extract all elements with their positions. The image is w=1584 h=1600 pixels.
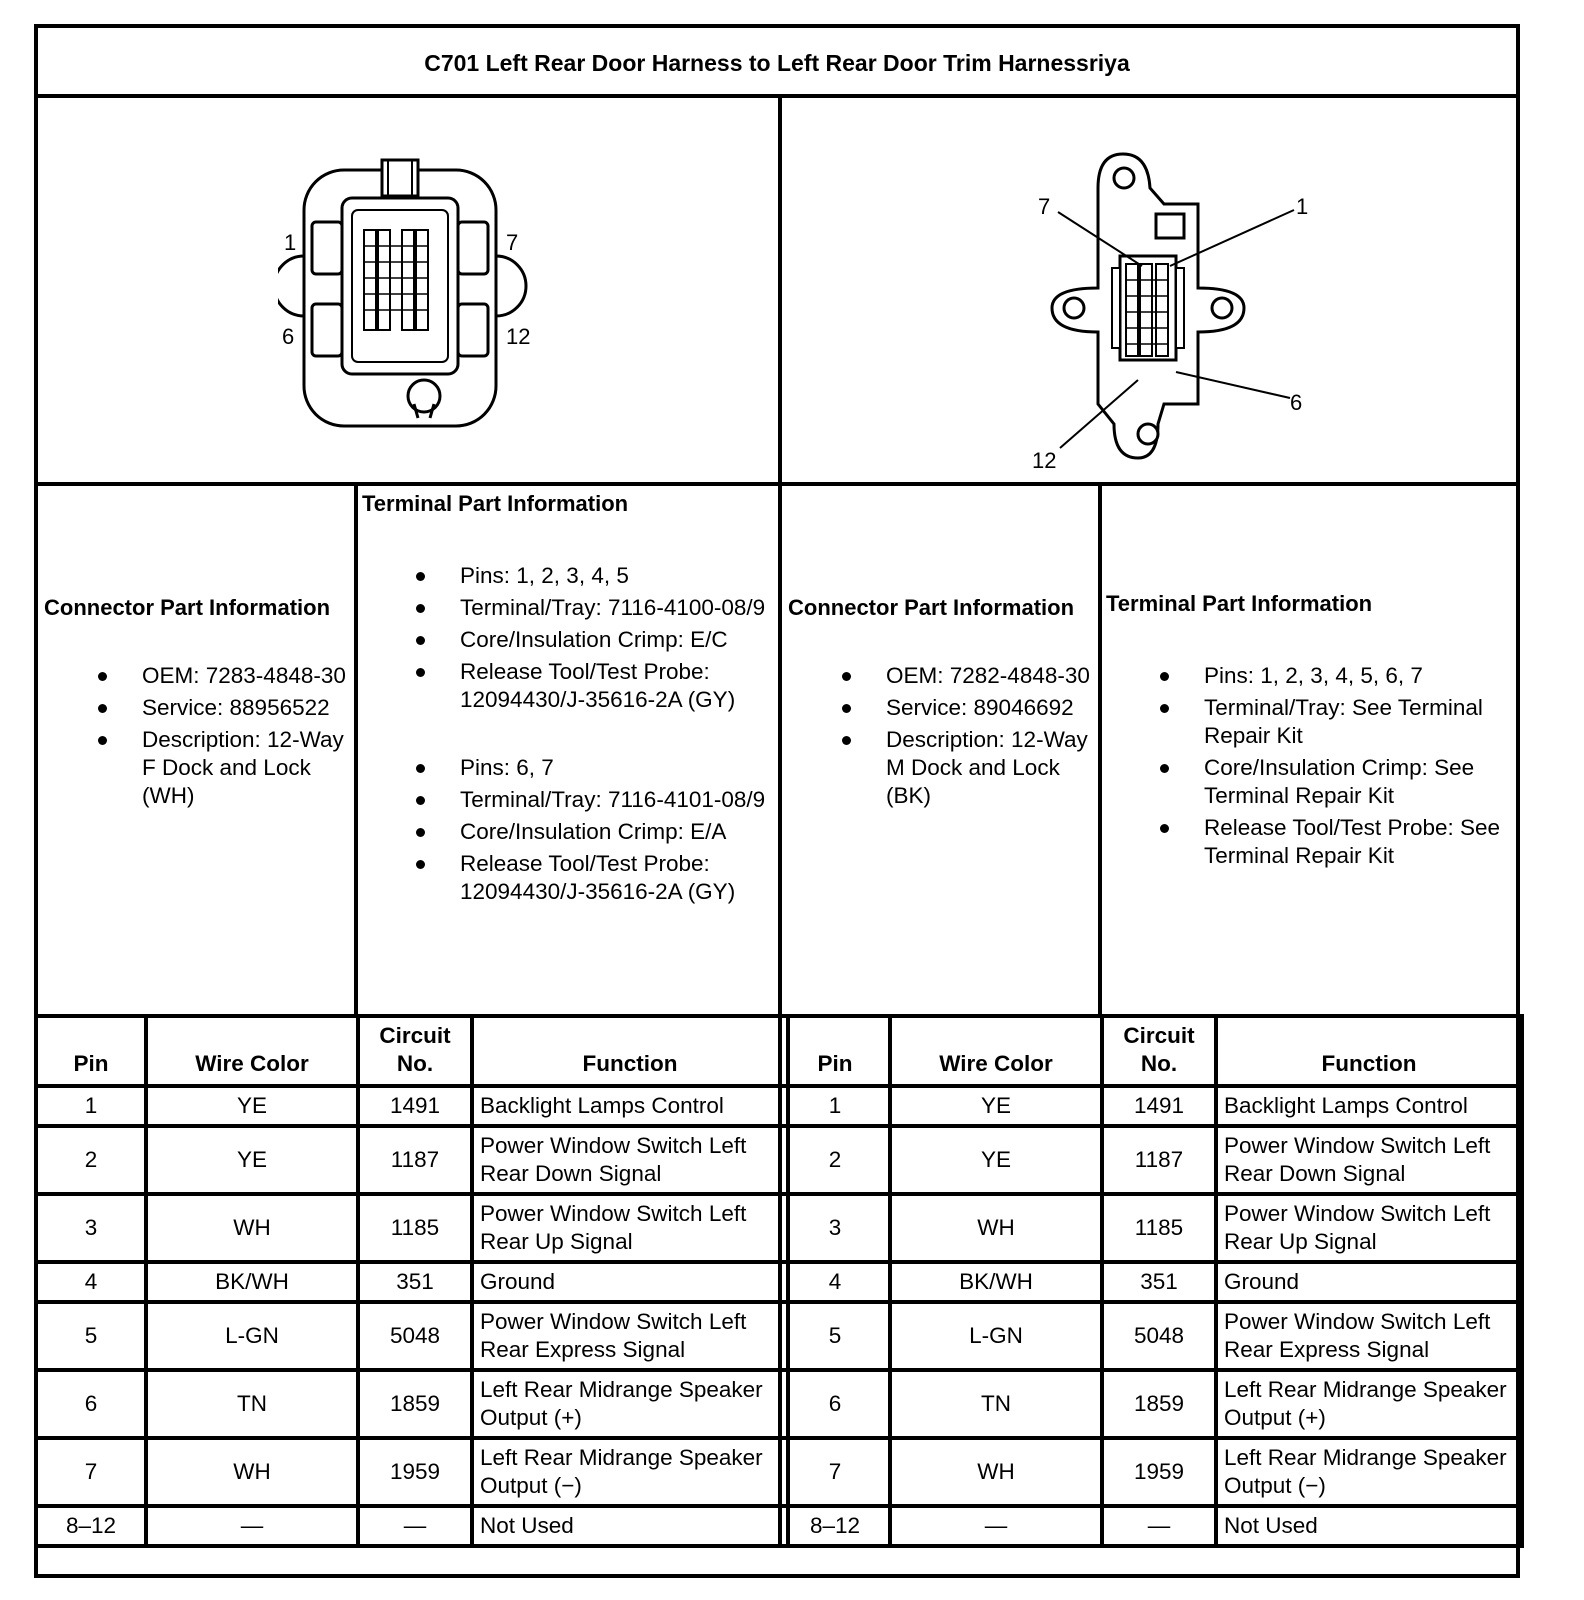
wire-color-cell: — [890,1506,1102,1546]
circuit-cell: 1187 [1102,1126,1216,1194]
table-row [780,1438,1522,1506]
terminal-info-list-group1 [460,562,774,714]
list-item: Release Tool/Test Probe: 12094430/J-35616-2A (GY) [460,658,774,714]
left-pin-callout-7: 7 [506,230,519,255]
pin-cell: 7 [780,1438,890,1506]
wire-color-cell: — [146,1506,358,1546]
wire-color-cell: L-GN [146,1302,358,1370]
table-row [780,1126,1522,1194]
pin-cell: 7 [36,1438,146,1506]
list-item: Pins: 6, 7 [460,754,774,782]
circuit-cell: 1491 [1102,1086,1216,1126]
list-item: Terminal/Tray: 7116-4100-08/9 [460,594,774,622]
function-cell: Ground [1216,1262,1522,1302]
table-row [780,1506,1522,1546]
wire-color-cell: BK/WH [890,1262,1102,1302]
column-header-function: Function [472,1016,788,1086]
column-header-circuit: Circuit No. [358,1016,472,1086]
list-item: Release Tool/Test Probe: See Terminal Repair Kit [1204,814,1512,870]
circuit-cell: — [1102,1506,1216,1546]
table-row [780,1262,1522,1302]
table-row [780,1194,1522,1262]
circuit-cell: 5048 [1102,1302,1216,1370]
pin-cell: 2 [780,1126,890,1194]
column-header-function: Function [1216,1016,1522,1086]
circuit-cell: 351 [1102,1262,1216,1302]
wire-color-cell: BK/WH [146,1262,358,1302]
function-cell: Backlight Lamps Control [472,1086,788,1126]
function-cell: Power Window Switch Left Rear Up Signal [472,1194,788,1262]
connector-sheet [34,24,1520,1578]
left-pin-callout-1: 1 [284,230,297,255]
connector-info-list [886,662,1094,810]
left-connector-diagram [278,158,558,448]
circuit-cell: 1859 [1102,1370,1216,1438]
connector-info-heading: Connector Part Information [788,595,1075,620]
function-cell: Left Rear Midrange Speaker Output (+) [472,1370,788,1438]
table-row [36,1506,788,1546]
function-cell: Not Used [1216,1506,1522,1546]
circuit-cell: 351 [358,1262,472,1302]
list-item: Core/Insulation Crimp: E/A [460,818,774,846]
circuit-cell: 5048 [358,1302,472,1370]
pin-cell: 3 [36,1194,146,1262]
wire-color-cell: WH [890,1194,1102,1262]
list-item: Pins: 1, 2, 3, 4, 5 [460,562,774,590]
circuit-cell: 1491 [358,1086,472,1126]
left-connector-info [44,594,350,810]
table-row [780,1086,1522,1126]
table-row [36,1370,788,1438]
circuit-cell: — [358,1506,472,1546]
left-pin-callout-6: 6 [282,324,295,349]
list-item: Core/Insulation Crimp: See Terminal Repair Kit [1204,754,1512,810]
function-cell: Left Rear Midrange Speaker Output (−) [472,1438,788,1506]
list-item: Service: 89046692 [886,694,1094,722]
terminal-info-heading: Terminal Part Information [362,491,629,516]
function-cell: Ground [472,1262,788,1302]
table-row [36,1086,788,1126]
function-cell: Power Window Switch Left Rear Express Signal [1216,1302,1522,1370]
function-cell: Power Window Switch Left Rear Up Signal [1216,1194,1522,1262]
function-cell: Backlight Lamps Control [1216,1086,1522,1126]
table-row [780,1302,1522,1370]
wire-color-cell: YE [890,1126,1102,1194]
pin-cell: 8–12 [780,1506,890,1546]
function-cell: Left Rear Midrange Speaker Output (+) [1216,1370,1522,1438]
pin-cell: 2 [36,1126,146,1194]
page-title: C701 Left Rear Door Harness to Left Rear Door Trim Harnessriya [424,49,1130,76]
list-item: Description: 12-Way F Dock and Lock (WH) [142,726,350,810]
list-item: Terminal/Tray: 7116-4101-08/9 [460,786,774,814]
table-row [780,1370,1522,1438]
left-pin-table [34,1014,790,1548]
list-item: Core/Insulation Crimp: E/C [460,626,774,654]
right-pin-callout-12: 12 [1032,448,1057,468]
list-item: Pins: 1, 2, 3, 4, 5, 6, 7 [1204,662,1512,690]
pin-cell: 1 [36,1086,146,1126]
wire-color-cell: WH [890,1438,1102,1506]
list-item: Description: 12-Way M Dock and Lock (BK) [886,726,1094,810]
pin-cell: 6 [36,1370,146,1438]
function-cell: Power Window Switch Left Rear Express Signal [472,1302,788,1370]
pin-cell: 3 [780,1194,890,1262]
circuit-cell: 1187 [358,1126,472,1194]
column-header-pin: Pin [780,1016,890,1086]
wire-color-cell: TN [146,1370,358,1438]
connector-info-heading: Connector Part Information [44,595,331,620]
list-item: OEM: 7282-4848-30 [886,662,1094,690]
pin-cell: 4 [780,1262,890,1302]
pin-cell: 5 [780,1302,890,1370]
circuit-cell: 1859 [358,1370,472,1438]
table-row [36,1438,788,1506]
left-pin-callout-12: 12 [506,324,531,349]
terminal-info-heading: Terminal Part Information [1106,591,1373,616]
wire-color-cell: YE [146,1086,358,1126]
table-row [36,1194,788,1262]
wire-color-cell: WH [146,1438,358,1506]
column-header-wire-color: Wire Color [890,1016,1102,1086]
right-connector-info [788,594,1094,810]
right-connector-diagram [998,148,1318,468]
function-cell: Not Used [472,1506,788,1546]
circuit-cell: 1959 [1102,1438,1216,1506]
right-pin-callout-1: 1 [1296,194,1309,219]
list-item: Terminal/Tray: See Terminal Repair Kit [1204,694,1512,750]
function-cell: Left Rear Midrange Speaker Output (−) [1216,1438,1522,1506]
list-item: Service: 88956522 [142,694,350,722]
wire-color-cell: YE [890,1086,1102,1126]
list-item: Release Tool/Test Probe: 12094430/J-35616-2A (GY) [460,850,774,906]
wire-color-cell: YE [146,1126,358,1194]
right-pin-callout-7: 7 [1038,194,1051,219]
function-cell: Power Window Switch Left Rear Down Signal [1216,1126,1522,1194]
pin-cell: 4 [36,1262,146,1302]
pin-cell: 1 [780,1086,890,1126]
circuit-cell: 1185 [1102,1194,1216,1262]
function-cell: Power Window Switch Left Rear Down Signal [472,1126,788,1194]
terminal-info-list [1204,662,1512,870]
pin-cell: 8–12 [36,1506,146,1546]
right-pin-table [778,1014,1524,1548]
table-row [36,1302,788,1370]
circuit-cell: 1959 [358,1438,472,1506]
wire-color-cell: TN [890,1370,1102,1438]
column-header-circuit: Circuit No. [1102,1016,1216,1086]
table-row [36,1126,788,1194]
table-row [36,1262,788,1302]
pin-cell: 6 [780,1370,890,1438]
wire-color-cell: L-GN [890,1302,1102,1370]
column-header-pin: Pin [36,1016,146,1086]
list-item: OEM: 7283-4848-30 [142,662,350,690]
circuit-cell: 1185 [358,1194,472,1262]
right-terminal-info [1106,590,1512,870]
left-terminal-info [362,490,774,906]
pin-cell: 5 [36,1302,146,1370]
terminal-info-list-group2 [460,754,774,906]
connector-info-list [142,662,350,810]
wire-color-cell: WH [146,1194,358,1262]
column-header-wire-color: Wire Color [146,1016,358,1086]
right-pin-callout-6: 6 [1290,390,1303,415]
